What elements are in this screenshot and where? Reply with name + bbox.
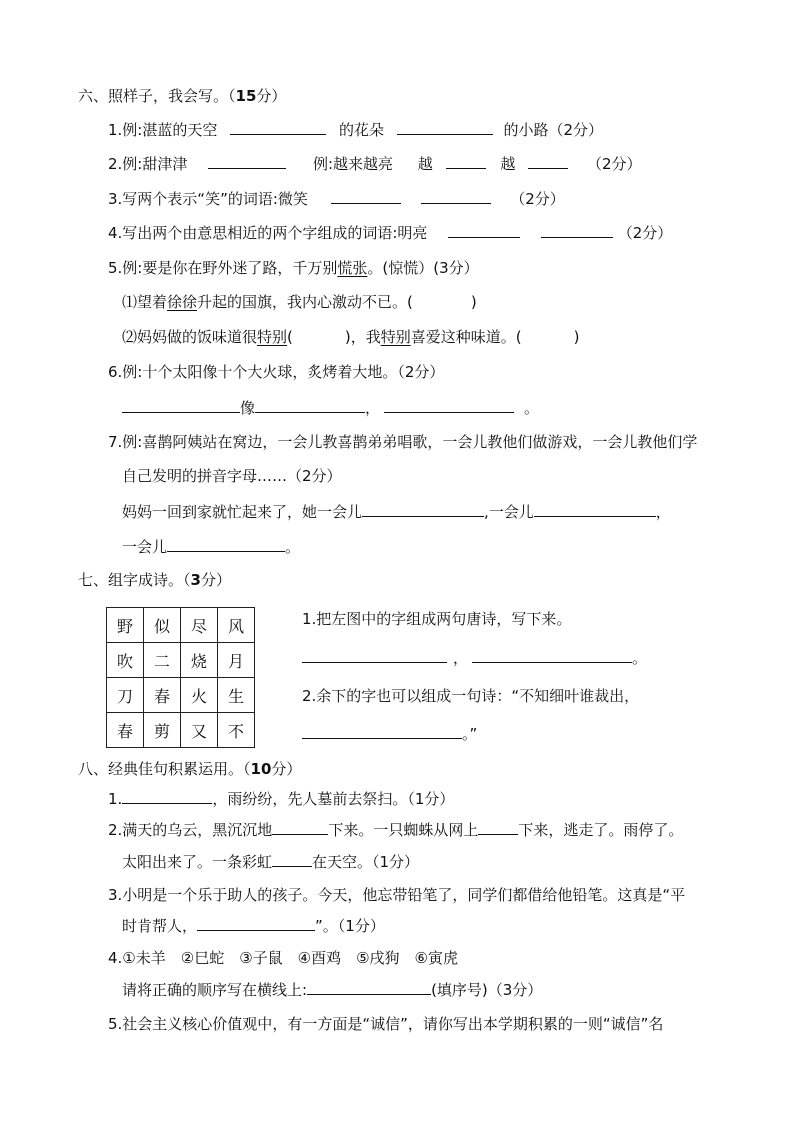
question-text: （2分） [586,155,642,173]
question-text: ， [655,503,671,521]
answer-blank[interactable] [448,223,520,238]
question-text: 。” [462,725,478,743]
question-text: ， [365,399,381,417]
question-text: 2.例:甜津津 [108,155,188,173]
section-title-end: 分） [256,87,287,105]
answer-blank[interactable] [534,502,656,517]
question-text: 2.满天的乌云，黑沉沉地 [108,821,273,839]
grid-cell: 月 [218,643,255,678]
question-6-3 [108,189,565,209]
question-text: 6.例:十个太阳像十个大火球，炙烤着大地。（2分） [108,363,445,381]
question-8-2 [108,820,683,840]
question-8-3 [108,885,685,905]
answer-blank[interactable] [255,398,365,413]
question-text: 下来。一只蜘蛛从网上 [328,821,479,839]
section-title-text: 七、组字成诗。（ [78,571,191,589]
answer-blank[interactable] [197,916,315,931]
section-title-text: 八、经典佳句积累运用。（ [78,760,251,778]
answer-blank[interactable] [272,820,328,835]
question-text: ”。（1分） [315,917,385,935]
answer-blank[interactable] [446,154,486,169]
question-6-7-answer [122,502,671,522]
answer-blank[interactable] [302,724,462,739]
question-text: 的小路（2分） [503,121,604,139]
question-text: 。 [285,538,301,556]
question-6-5-1 [122,292,477,312]
section-title-end: 分） [271,760,302,778]
question-text: 1.例:湛蓝的天空 [108,121,218,139]
underlined-word: 特别 [380,328,411,346]
question-text: 像 [240,399,256,417]
question-text: 太阳出来了。一条彩虹 [122,853,273,871]
section-7-title [78,570,231,590]
question-text: ,一会儿 [484,503,534,521]
question-text: ，雨纷纷，先人墓前去祭扫。（1分） [212,790,455,808]
question-text: 1. [108,790,123,808]
grid-cell: 火 [181,678,218,713]
question-text: 妈妈一回到家就忙起来了，她一会儿 [122,503,363,521]
answer-blank[interactable] [541,223,613,238]
question-text: ， [453,649,469,667]
grid-cell: 风 [218,608,255,643]
question-text: 3.写两个表示“笑”的词语:微笑 [108,190,308,208]
answer-blank[interactable] [472,648,632,663]
answer-blank[interactable] [122,398,240,413]
grid-cell: 二 [144,643,181,678]
question-6-7-cont [122,466,342,486]
answer-blank[interactable] [331,189,401,204]
question-6-5-2 [122,327,579,347]
answer-blank[interactable] [421,189,491,204]
question-text: ) [470,293,477,311]
grid-cell: 野 [107,608,144,643]
question-text: ( [287,328,293,346]
question-text: 。 [524,399,540,417]
question-text: 自己发明的拼音字母……（2分） [122,467,342,485]
question-text: 下来，逃走了。雨停了。 [518,821,684,839]
question-text: 升起的国旗，我内心激动不已。( [197,293,413,311]
question-text: (填序号)（3分） [431,981,543,999]
answer-blank[interactable] [478,820,518,835]
question-7-1-answer [302,648,647,668]
question-6-1 [108,120,603,140]
question-text: ⑴望着 [122,293,168,311]
question-7-1 [302,609,571,629]
underlined-word: 慌张 [337,259,368,277]
answer-blank[interactable] [362,502,484,517]
question-text: 1.把左图中的字组成两句唐诗，写下来。 [302,610,572,628]
answer-blank[interactable] [302,648,447,663]
character-grid [106,607,255,748]
section-score: 15 [235,87,257,105]
question-6-6 [108,362,444,382]
section-score: 10 [250,760,272,778]
answer-blank[interactable] [307,980,431,995]
question-8-4 [108,948,458,968]
question-text: 一会儿 [122,538,168,556]
question-8-2-cont [122,852,419,872]
question-6-6-answer [122,398,539,418]
grid-cell: 不 [218,713,255,748]
answer-blank[interactable] [397,120,493,135]
grid-cell: 刀 [107,678,144,713]
grid-cell: 生 [218,678,255,713]
question-6-4 [108,223,672,243]
question-text: 4.①未羊 ②巳蛇 ③子鼠 ④酉鸡 ⑤戌狗 ⑥寅虎 [108,949,458,967]
question-text: 。(惊慌）(3分） [367,259,479,277]
question-text: )，我 [344,328,381,346]
answer-blank[interactable] [230,120,326,135]
question-text: 3.小明是一个乐于助人的孩子。今天，他忘带铅笔了，同学们都借给他铅笔。这真是“平 [108,886,686,904]
grid-cell: 又 [181,713,218,748]
section-title-text: 六、照样子，我会写。（ [78,87,236,105]
section-6-title [78,86,286,106]
question-text: （2分） [617,224,673,242]
question-text: 喜爱这种味道。( [410,328,522,346]
question-text: 。 [632,649,648,667]
question-text: 越 [417,155,433,173]
question-6-7-answer-2 [122,537,300,557]
section-title-end: 分） [200,571,231,589]
answer-blank[interactable] [272,852,312,867]
question-text: 的花朵 [338,121,384,139]
answer-blank[interactable] [167,537,285,552]
question-text: 5.例:要是你在野外迷了路，千万别 [108,259,338,277]
question-text: 7.例:喜鹊阿姨站在窝边，一会儿教喜鹊弟弟唱歌，一会儿教他们做游戏，一会儿教他们学 [108,433,698,451]
answer-blank[interactable] [528,154,568,169]
question-8-1 [108,789,454,809]
answer-blank[interactable] [208,154,286,169]
underlined-word: 徐徐 [167,293,198,311]
section-8-title [78,759,301,779]
question-6-2 [108,154,641,174]
grid-cell: 春 [144,678,181,713]
question-text: 例:越来越亮 [312,155,393,173]
question-text: 时肯帮人， [122,917,198,935]
question-7-2-answer [302,724,477,744]
question-text: ) [573,328,580,346]
grid-cell: 剪 [144,713,181,748]
question-8-3-cont [122,916,385,936]
question-text: 4.写出两个由意思相近的两个字组成的词语:明亮 [108,224,428,242]
question-6-7 [108,432,697,452]
question-7-2 [302,686,639,706]
grid-cell: 吹 [107,643,144,678]
question-text: ⑵妈妈做的饭味道很 [122,328,258,346]
section-score: 3 [190,571,201,589]
underlined-word: 特别 [257,328,288,346]
question-6-5 [108,258,479,278]
grid-cell: 尽 [181,608,218,643]
question-text: 在天空。（1分） [312,853,420,871]
answer-blank[interactable] [122,789,212,804]
question-text: 2.余下的字也可以组成一句诗：“不知细叶谁裁出， [302,687,640,705]
grid-cell: 似 [144,608,181,643]
question-text: 请将正确的顺序写在横线上: [122,981,308,999]
grid-cell: 春 [107,713,144,748]
question-8-4-cont [122,980,542,1000]
grid-cell: 烧 [181,643,218,678]
question-text: 越 [500,155,516,173]
question-text: 5.社会主义核心价值观中，有一方面是“诚信”，请你写出本学期积累的一则“诚信”名 [108,1015,664,1033]
question-8-5 [108,1014,663,1034]
answer-blank[interactable] [384,398,514,413]
question-text: （2分） [510,190,565,208]
